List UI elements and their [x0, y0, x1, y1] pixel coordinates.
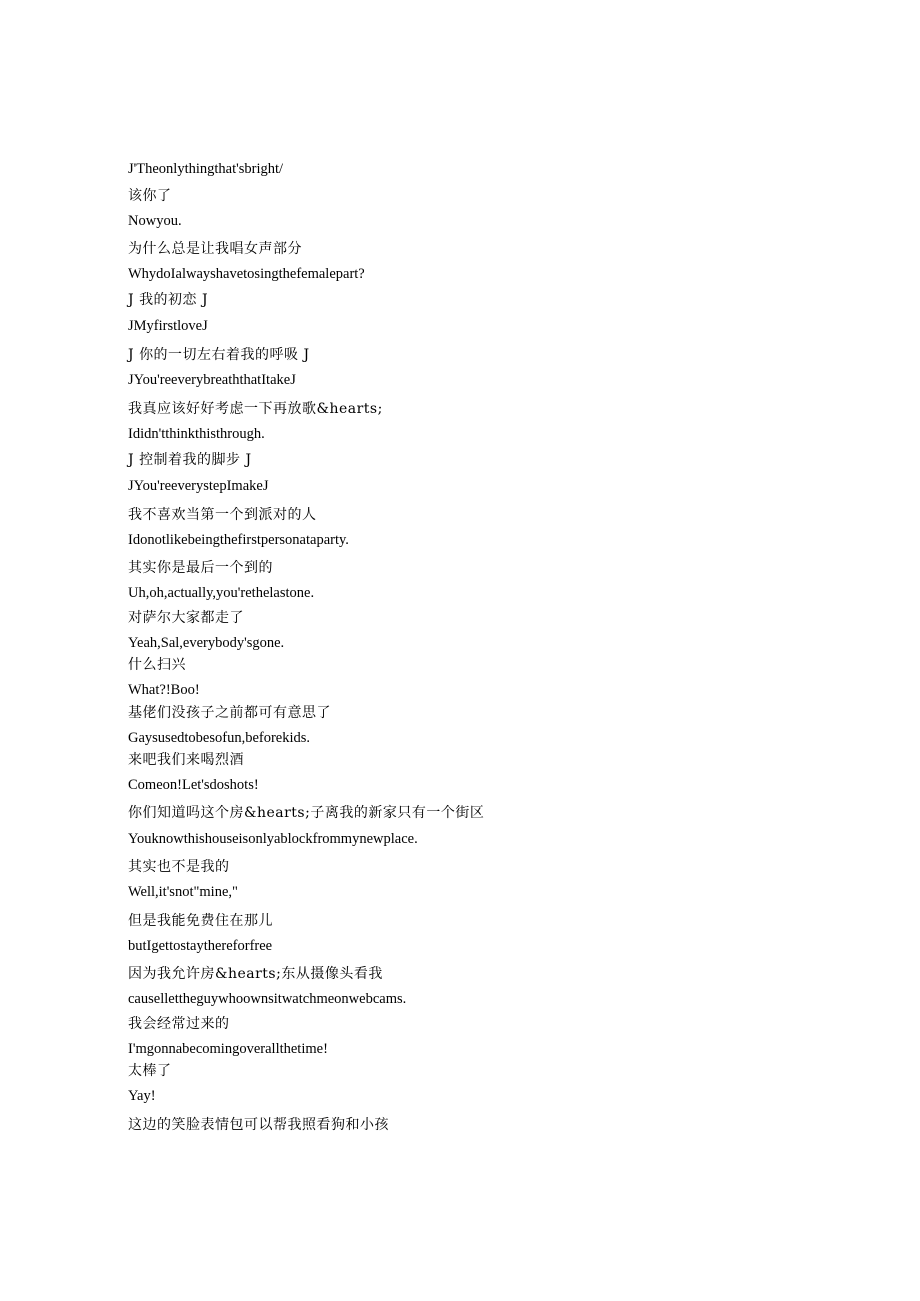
subtitle-line: 这边的笑脸表情包可以帮我照看狗和小孩 [128, 1117, 389, 1133]
subtitle-line: I'mgonnabecomingoverallthetime! [128, 1041, 328, 1057]
subtitle-line: J 我的初恋 J [128, 292, 209, 308]
subtitle-line: 该你了 [128, 188, 172, 204]
subtitle-line: J'Theonlythingthat'sbright/ [128, 161, 284, 177]
subtitle-line: JMyfirstloveJ [128, 318, 208, 334]
subtitle-line: causellettheguywhoownsitwatchmeonwebcams. [128, 991, 407, 1007]
subtitle-line: 其实也不是我的 [128, 859, 230, 875]
subtitle-line: Comeon!Let'sdoshots! [128, 777, 259, 793]
subtitle-line: 来吧我们来喝烈酒 [128, 752, 244, 768]
subtitle-line: Yay! [128, 1088, 156, 1104]
subtitle-line: 我会经常过来的 [128, 1016, 230, 1032]
subtitle-line: 因为我允许房&hearts;东从摄像头看我 [128, 966, 383, 982]
subtitle-line: 我不喜欢当第一个到派对的人 [128, 507, 317, 523]
subtitle-line: 为什么总是让我唱女声部分 [128, 241, 302, 257]
subtitle-line: J 控制着我的脚步 J [128, 452, 252, 468]
subtitle-line: 我真应该好好考虑一下再放歌&hearts; [128, 401, 383, 417]
subtitle-line: 你们知道吗这个房&hearts;子离我的新家只有一个街区 [128, 805, 485, 821]
subtitle-line: Uh,oh,actually,you'rethelastone. [128, 585, 315, 601]
subtitle-line: WhydoIalwayshavetosingthefemalepart? [128, 266, 365, 282]
subtitle-line: What?!Boo! [128, 682, 200, 698]
subtitle-line: JYou'reeverystepImakeJ [128, 478, 269, 494]
subtitle-line: Youknowthishouseisonlyablockfrommynewplace. [128, 831, 418, 847]
subtitle-line: Ididn'tthinkthisthrough. [128, 426, 265, 442]
subtitle-line: Yeah,Sal,everybody'sgone. [128, 635, 285, 651]
subtitle-line: 其实你是最后一个到的 [128, 560, 273, 576]
subtitle-line: Idonotlikebeingthefirstpersonataparty. [128, 532, 349, 548]
subtitle-line: Gaysusedtobesofun,beforekids. [128, 730, 311, 746]
subtitle-line: Well,it'snot"mine," [128, 884, 238, 900]
subtitle-line: 什么扫兴 [128, 657, 186, 673]
subtitle-line: 对萨尔大家都走了 [128, 610, 244, 626]
subtitle-line: JYou'reeverybreaththatItakeJ [128, 372, 296, 388]
subtitle-line: J 你的一切左右着我的呼吸 J [128, 347, 310, 363]
subtitle-line: 基佬们没孩子之前都可有意思了 [128, 705, 331, 721]
subtitle-line: Nowyou. [128, 213, 182, 229]
subtitle-line: 但是我能免费住在那儿 [128, 913, 273, 929]
subtitle-line: 太棒了 [128, 1063, 172, 1079]
subtitle-line: butIgettostaythereforfree [128, 938, 273, 954]
